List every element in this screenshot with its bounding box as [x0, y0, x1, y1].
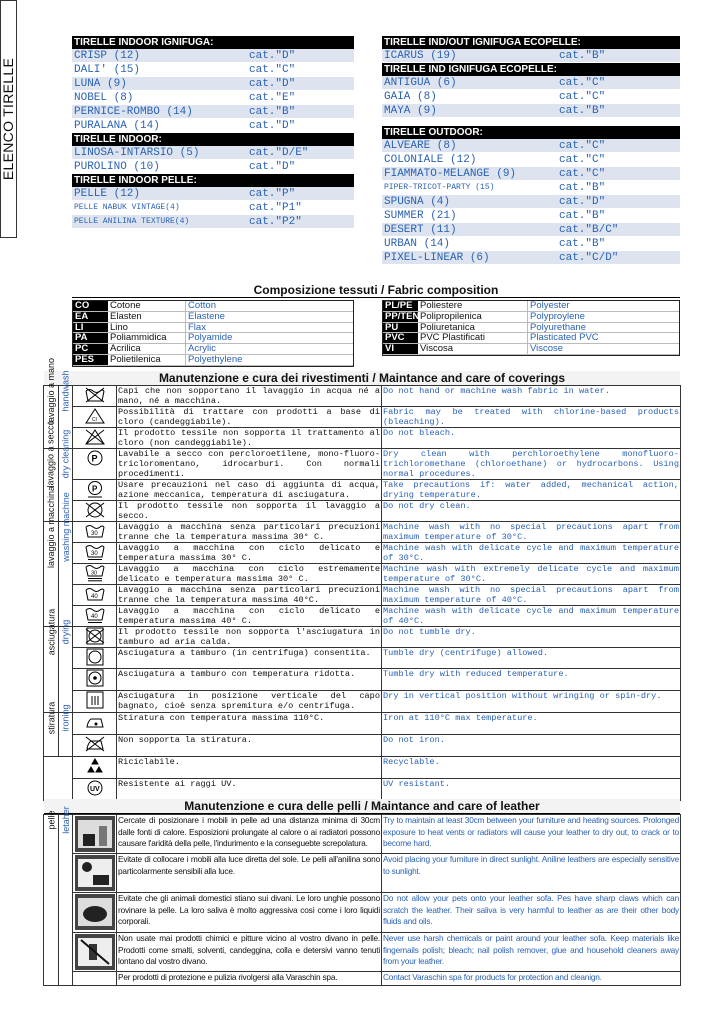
care-text-en: Machine wash with delicate cycle and maximum temperature of 30°C.: [383, 543, 679, 563]
catalog-row: [382, 251, 680, 265]
leather-group-en: [59, 806, 73, 986]
composition-it: Polipropilenica: [418, 312, 528, 322]
leather-text-en: Never use harsh chemicals or paint around your leather sofa. Keep materials like fingernails polish; bleach; nail polish remover, glue and household cleaners away from your leather.: [382, 933, 681, 972]
catalog-item-cat: cat."D": [559, 196, 606, 208]
care-icon-cell: [73, 627, 117, 648]
catalog-item-name: DALI' (15): [74, 64, 141, 76]
catalog-row: [382, 90, 680, 104]
catalog-item-name: PUROLINO (10): [74, 161, 160, 173]
care-text-it: Lavabile a secco con percloroetilene, mono-fluoro-tricloromentano, idrocarburi. Con normali procedimenti.: [118, 449, 380, 479]
catalog-item-cat: cat."D": [249, 161, 296, 173]
leather-group-it-label: pelle: [46, 810, 57, 830]
catalog-header: TIRELLE INDOOR PELLE:: [72, 174, 354, 187]
leather-row: [44, 815, 681, 854]
care-icon-cell: [73, 428, 117, 449]
care-text-en: Machine wash with extremely delicate cycle and maximum temperature of 30°C.: [383, 564, 679, 584]
care-text-it: Il prodotto tessile non sopporta il trattamento al cloro (non candeggiabile).: [118, 428, 380, 448]
care-row: [44, 669, 681, 691]
care-text-it: Lavaggio a macchina senza particolari precuzioni tranne che la temperatura massima 30° C.: [118, 522, 380, 542]
catalog-item-cat: cat."B": [559, 105, 606, 117]
care-icon-cell: [73, 501, 117, 522]
catalog-item-name: PELLE (12): [74, 188, 141, 200]
catalog-row: [382, 223, 680, 237]
no-chemicals-icon: [74, 934, 115, 970]
care-group-it-label: lavaggio a secco: [46, 420, 57, 488]
care-text-it: Usare precauzioni nel caso di aggiunta di acqua, azione meccanica, temperatura di asciugatura.: [118, 480, 380, 500]
leather-icon-cell: [73, 854, 117, 893]
composition-row: [73, 355, 353, 366]
composition-it: Acrilica: [108, 344, 186, 354]
care-row: [44, 543, 681, 564]
care-row: [44, 648, 681, 669]
catalog-row: [72, 187, 354, 201]
catalog-item-name: PURALANA (14): [74, 120, 160, 132]
catalog-item-name: ALVEARE (8): [384, 140, 457, 152]
composition-it: Elasten: [108, 312, 186, 322]
leather-group-it: [44, 810, 59, 986]
sunlight-icon: [74, 855, 115, 891]
care-row: [44, 480, 681, 501]
care-group-en: [59, 619, 73, 713]
care-text-it: Lavaggio a macchina con ciclo estremamente delicato e temperatura massima 30° C.: [118, 564, 380, 584]
care-text-it: Stiratura con temperatura massima 110°C.: [117, 713, 382, 735]
leather-text-en: Avoid placing your furniture in direct sunlight. Aniline leathers are especially sensitive to sunlight.: [382, 854, 681, 893]
leather-text-it: Non usate mai prodotti chimici e pitture vicino al vostro divano in pelle. Prodotti come smalti, solventi, candeggina, colla e detersivi vanno tenuti lontano dal vostro divano.: [117, 933, 382, 972]
composition-code: PES: [73, 355, 108, 365]
care-text-en: Fabric may be treated with chlorine-based products (bleaching).: [383, 407, 679, 427]
leather-group-en-label: letaher: [60, 806, 71, 834]
catalog-row: [382, 153, 680, 167]
leather-icon-cell: [73, 815, 117, 854]
composition-right-table: [382, 300, 680, 356]
catalog-right: [382, 36, 680, 265]
catalog-item-name: LUNA (9): [74, 78, 127, 90]
catalog-row: [72, 160, 354, 174]
care-text-it: Riciclabile.: [117, 757, 382, 779]
composition-title: Composizione tessuti / Fabric composition: [72, 283, 680, 298]
leather-row: [44, 972, 681, 986]
svg-text:30: 30: [90, 531, 98, 537]
composition-left-table: [72, 300, 354, 367]
care-text-it: Lavaggio a macchina con ciclo delicato e temperatura massima 40° C.: [118, 606, 380, 626]
catalog-item-name: PIXEL-LINEAR (6): [384, 252, 490, 264]
leather-title: Manutenzione e cura delle pelli / Maintance and care of leather: [44, 799, 680, 814]
care-row: [44, 407, 681, 428]
care-text-it: Il prodotto tessile non sopporta l'asciugatura in tamburo ad aria calda.: [118, 627, 380, 647]
catalog-item-name: SUMMER (21): [384, 210, 457, 222]
catalog-item-name: NOBEL (8): [74, 92, 134, 104]
catalog-row: [382, 139, 680, 153]
care-text-en: UV resistant.: [382, 779, 681, 801]
composition-row: [383, 312, 679, 323]
care-icon-cell: [73, 386, 117, 407]
catalog-row: [72, 201, 354, 215]
care-group-it-label: asciugatura: [46, 608, 56, 656]
svg-text:P: P: [91, 484, 97, 494]
catalog-item-name: DESERT (11): [384, 224, 457, 236]
care-text-en: Recyclable.: [382, 757, 681, 779]
care-row: [44, 428, 681, 449]
care-text-en: Do not tumble dry.: [382, 627, 681, 648]
care-row: [44, 627, 681, 648]
catalog-item-cat: cat."P1": [249, 202, 302, 214]
catalog-item-name: URBAN (14): [384, 238, 451, 250]
catalog-header: TIRELLE OUTDOOR:: [382, 126, 680, 139]
care-row: [44, 757, 681, 779]
catalog-row: [72, 215, 354, 229]
catalog-item-cat: cat."E": [249, 92, 296, 104]
catalog-row: [72, 63, 354, 77]
composition-it: PVC Plastificati: [418, 333, 528, 343]
catalog-item-cat: cat."C": [559, 168, 606, 180]
care-text-en: Machine wash with delicate cycle and maximum temperature of 40°C.: [383, 606, 679, 626]
care-text-it: Lavaggio a macchina senza particolari precuzioni tranne che la temperatura massima 40°C.: [118, 585, 380, 605]
care-text-it: Asciugatura in posizione verticale del capo bagnato, cioè senza spremitura e/o centrifuga.: [118, 691, 380, 711]
care-group-en-label: washing machine: [60, 492, 71, 562]
side-title: ELENCO TIRELLE: [0, 0, 17, 238]
care-row: [44, 713, 681, 735]
care-group-en: [59, 704, 73, 757]
leather-text-en: Do not allow your pets onto your leather sofa. Pes have sharp claws which can scratch the leather. Their saliva is very harmful to leather as are their other body fluids and oils.: [382, 893, 681, 933]
catalog-item-name: GAIA (8): [384, 91, 437, 103]
catalog-row: [72, 49, 354, 63]
catalog-item-cat: cat."D": [249, 78, 296, 90]
composition-it: Poliuretanica: [418, 323, 528, 333]
care-group-en-label: drying: [60, 619, 71, 645]
catalog-item-name: MAYA (9): [384, 105, 437, 117]
care-text-en: Tumble dry (centrifuge) allowed.: [382, 648, 681, 669]
uv-icon: [74, 779, 115, 797]
composition-code: VI: [383, 344, 418, 354]
leather-row: [44, 893, 681, 933]
leather-row: [44, 854, 681, 893]
svg-text:Cl: Cl: [91, 417, 97, 423]
catalog-header: TIRELLE IND/OUT IGNIFUGA ECOPELLE:: [382, 36, 680, 49]
catalog-item-cat: cat."C": [559, 140, 606, 152]
catalog-item-cat: cat."P2": [249, 216, 302, 228]
care-title: Manutenzione e cura dei rivestimenti / Maintance and care of coverings: [44, 371, 680, 386]
no-dry-clean-icon: [74, 501, 115, 519]
catalog-row: [382, 195, 680, 209]
composition-code: EA: [73, 312, 108, 322]
catalog-row: [382, 49, 680, 63]
recycle-icon: [74, 757, 115, 775]
catalog-row: [72, 146, 354, 160]
leather-text-it: Per prodotti di protezione e pulizia rivolgersi alla Varaschin spa.: [117, 972, 382, 986]
care-icon-cell: [73, 735, 117, 757]
care-group-empty: [44, 757, 73, 801]
composition-en: Polyethylene: [188, 353, 243, 365]
catalog-item-name: CRISP (12): [74, 50, 141, 62]
catalog-item-cat: cat."B": [559, 182, 606, 194]
care-row: [44, 386, 681, 407]
svg-text:40: 40: [90, 614, 98, 620]
care-group-en-label: handwash: [60, 370, 71, 412]
care-row: [44, 585, 681, 606]
wash-40-icon: [74, 585, 115, 603]
leather-text-it: Evitate di collocare i mobili alla luce diretta del sole. Le pelli all'anilina sono particolarmente sensibili alla luce.: [117, 854, 382, 893]
leather-text-it: Evitate che gli animali domestici stiano sui divani. Le loro unghie possono rovinare la pelle. La loro saliva è molto aggressiva così come i loro liquidi corporali.: [117, 893, 382, 933]
care-text-it: Il prodotto tessile non sopporta il lavaggio a secco.: [118, 501, 380, 521]
iron-110-icon: [74, 713, 115, 731]
composition-en: Plasticated PVC: [530, 332, 599, 344]
composition-code: CO: [73, 301, 108, 311]
catalog-item-cat: cat."B": [559, 50, 606, 62]
catalog-item-cat: cat."C": [559, 91, 606, 103]
catalog-item-cat: cat."C": [559, 77, 606, 89]
leather-text-it: Cercate di posizionare i mobili in pelle ad una distanza minima di 30cm dalle fonti di calore. Esposizioni prolungate al calore o ai radiatori possono causare l'aridità della pelle, l'indurimento e la conseguebte screpolatura.: [117, 815, 382, 854]
care-group-en: [59, 492, 73, 627]
catalog-row: [382, 76, 680, 90]
leather-icon-cell: [73, 933, 117, 972]
care-row: [44, 449, 681, 480]
catalog-item-cat: cat."B": [559, 210, 606, 222]
catalog-item-name: PELLE NABUK VINTAGE(4): [74, 203, 180, 212]
catalog-row: [382, 167, 680, 181]
catalog-item-name: FIAMMATO-MELANGE (9): [384, 168, 517, 180]
catalog-item-name: ICARUS (19): [384, 50, 457, 62]
care-icon-cell: [73, 757, 117, 779]
catalog-item-name: PIPER-TRICOT-PARTY (15): [384, 183, 495, 192]
tumble-dry-icon: [74, 648, 115, 666]
care-row: [44, 735, 681, 757]
composition-row: [73, 312, 353, 323]
catalog-item-name: PERNICE-ROMBO (14): [74, 106, 193, 118]
catalog-row: [72, 91, 354, 105]
catalog-item-cat: cat."D/E": [249, 147, 309, 159]
composition-it: Poliestere: [418, 301, 528, 311]
catalog-item-name: ANTIGUA (6): [384, 77, 457, 89]
care-row: [44, 501, 681, 522]
care-icon-cell: [73, 669, 117, 691]
composition-it: Viscosa: [418, 344, 528, 354]
care-text-it: Resistente ai raggi UV.: [117, 779, 382, 801]
catalog-row: [382, 209, 680, 223]
composition-it: Poliammidica: [108, 333, 186, 343]
composition-code: PA: [73, 333, 108, 343]
catalog-row: [72, 77, 354, 91]
care-group-it-label: stiratura: [46, 701, 57, 735]
care-text-en: Iron at 110°C max temperature.: [382, 713, 681, 735]
catalog-item-cat: cat."C": [559, 154, 606, 166]
care-text-it: Possibilità di trattare con prodotti a base di cloro (candeggiabile).: [118, 407, 380, 427]
catalog-item-cat: cat."P": [249, 188, 296, 200]
line-dry-icon: [74, 691, 115, 709]
composition-code: LI: [73, 323, 108, 333]
bleach-cl-icon: [74, 407, 115, 425]
care-group-it: [44, 608, 59, 713]
care-text-en: Take precautions if: water added, mechanical action, drying temperature.: [383, 480, 679, 500]
care-text-en: Do not hand or machine wash fabric in water.: [382, 386, 681, 407]
care-icon-cell: [73, 648, 117, 669]
no-tumble-dry-icon: [74, 627, 115, 645]
care-text-en: Dry in vertical position without wringing or spin-dry.: [382, 691, 681, 713]
catalog-item-cat: cat."B/C": [559, 224, 619, 236]
composition-code: PP/TEN: [385, 310, 420, 322]
pets-icon: [74, 894, 115, 930]
composition-it: Cotone: [108, 301, 186, 311]
no-iron-icon: [74, 735, 115, 753]
care-row: [44, 606, 681, 627]
composition-en: Polyurethane: [530, 321, 586, 333]
composition-row: [383, 344, 679, 355]
svg-text:UV: UV: [89, 786, 100, 793]
handwash-cross-icon: [74, 386, 115, 404]
catalog-header: TIRELLE IND IGNIFUGA ECOPELLE:: [382, 63, 680, 76]
care-icon-cell: [73, 564, 117, 585]
svg-text:40: 40: [90, 594, 98, 600]
care-icon-cell: [73, 585, 117, 606]
care-row: [44, 522, 681, 543]
care-icon-cell: [73, 480, 117, 501]
care-text-en: Machine wash with no special precautions apart from maximum temperature of 30°C.: [383, 522, 679, 542]
heat-distance-icon: [74, 816, 115, 852]
care-group-it-label: lavaggio a mano: [46, 357, 57, 425]
care-text-en: Dry clean with perchloroethylene monofluoro-trichloromethane (chloroethane) or hydrocarbons. Using normal procedures.: [383, 449, 679, 479]
care-icon-cell: [73, 449, 117, 480]
care-icon-cell: [73, 606, 117, 627]
care-text-it: Non sopporta la stiratura.: [117, 735, 382, 757]
catalog-row: [382, 237, 680, 251]
care-icon-cell: [73, 543, 117, 564]
catalog-item-cat: cat."C": [249, 64, 296, 76]
composition-en: Cotton: [188, 300, 216, 311]
composition-en: Flax: [188, 321, 206, 333]
care-icon-cell: [73, 691, 117, 713]
catalog-item-name: COLONIALE (12): [384, 154, 477, 166]
catalog-item-cat: cat."D": [249, 50, 296, 62]
leather-icon-cell: [73, 972, 117, 986]
composition-it: Lino: [108, 323, 186, 333]
catalog-item-name: SPUGNA (4): [384, 196, 451, 208]
care-text-en: Tumble dry with reduced temperature.: [382, 669, 681, 691]
care-text-en: Do not iron.: [382, 735, 681, 757]
composition-code: PVC: [383, 333, 418, 343]
svg-text:30: 30: [90, 551, 98, 557]
catalog-row: [382, 104, 680, 118]
catalog-item-name: PELLE ANILINA TEXTURE(4): [74, 217, 190, 226]
no-bleach-icon: [74, 428, 115, 446]
composition-it: Polietilenica: [108, 355, 186, 365]
catalog-row: [72, 119, 354, 133]
care-icon-cell: [73, 407, 117, 428]
dry-clean-p-underline-icon: [74, 480, 115, 498]
composition-en: Polyester: [530, 300, 570, 311]
care-row: [44, 564, 681, 585]
care-text-it: Lavaggio a macchina con ciclo delicato e temperatura massima 30° C.: [118, 543, 380, 563]
wash-40-delicate-icon: [74, 606, 115, 624]
care-text-en: Do not bleach.: [382, 428, 681, 449]
care-text-it: Asciugatura a tamburo (in centrifuga) consentita.: [117, 648, 382, 669]
care-group-en-label: dry cleaning: [60, 429, 71, 479]
catalog-item-cat: cat."B": [249, 106, 296, 118]
dry-clean-p-icon: [74, 449, 115, 467]
composition-en: Polyamide: [188, 332, 233, 344]
care-text-en: Do not dry clean.: [382, 501, 681, 522]
composition-code: PU: [383, 323, 418, 333]
composition-code: PL/PE: [383, 301, 418, 311]
composition-en: Viscose: [530, 343, 564, 355]
leather-icon-cell: [73, 893, 117, 933]
care-group-it: [44, 701, 59, 757]
care-row: [44, 691, 681, 713]
care-icon-cell: [73, 779, 117, 801]
composition-en: Acrylic: [188, 343, 216, 355]
catalog-item-cat: cat."C/D": [559, 252, 619, 264]
wash-30-icon: [74, 522, 115, 540]
catalog-header: TIRELLE INDOOR IGNIFUGA:: [72, 36, 354, 49]
care-group-it-label: lavaggio a macchina: [46, 485, 56, 569]
catalog-left: [72, 36, 354, 229]
care-row: [44, 779, 681, 801]
catalog-row: [382, 181, 680, 195]
care-group-en-label: ironing: [60, 704, 71, 732]
catalog-item-cat: cat."D": [249, 120, 296, 132]
care-icon-cell: [73, 522, 117, 543]
wash-30-very-delicate-icon: [74, 564, 115, 582]
catalog-item-cat: cat."B": [559, 238, 606, 250]
care-text-it: Asciugatura a tamburo con temperatura ridotta.: [117, 669, 382, 691]
leather-text-en: Try to maintain at least 30cm between your furniture and heating sources. Prolonged exposure to heat vents or radiators will cause your leather to dry out, to crack or to become hard.: [382, 815, 681, 854]
tumble-dry-low-icon: [74, 669, 115, 687]
catalog-item-name: LINOSA-INTARSIO (5): [74, 147, 200, 159]
svg-text:P: P: [91, 453, 98, 464]
care-icon-cell: [73, 713, 117, 735]
catalog-header: TIRELLE INDOOR:: [72, 133, 354, 146]
composition-code: PC: [73, 344, 108, 354]
leather-text-en: Contact Varaschin spa for products for protection and cleanign.: [382, 972, 681, 986]
care-text-it: Capi che non sopportano il lavaggio in acqua né a mano, né a macchina.: [118, 386, 380, 406]
composition-en: Elastene: [188, 310, 225, 322]
svg-text:30: 30: [90, 570, 97, 577]
composition-en: Polyproylene: [530, 310, 585, 322]
leather-row: [44, 933, 681, 972]
catalog-row: [72, 105, 354, 119]
wash-30-delicate-icon: [74, 543, 115, 561]
care-text-en: Machine wash with no special precautions apart from maximum temperature of 40°C.: [383, 585, 679, 605]
